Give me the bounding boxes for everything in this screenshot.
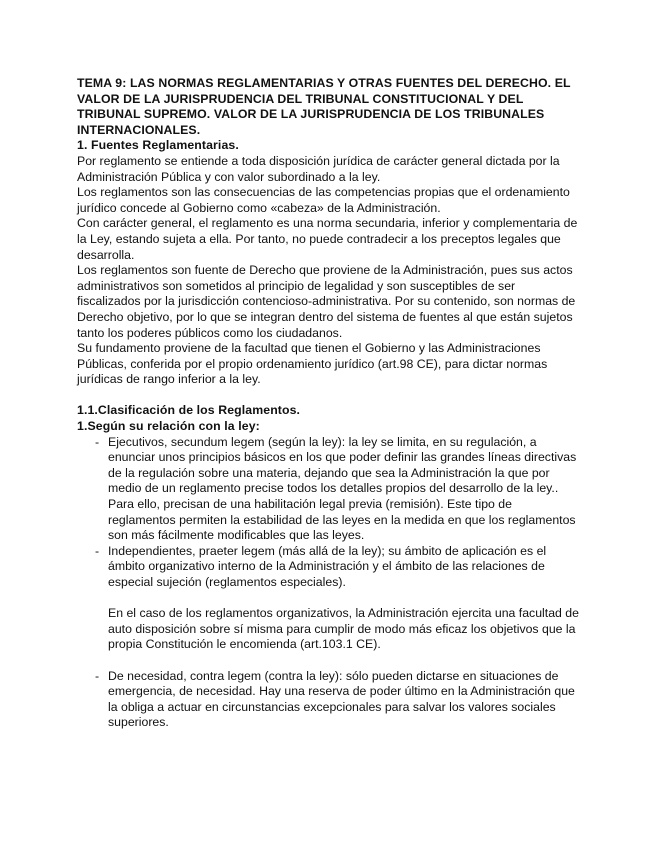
paragraph-definition: Por reglamento se entiende a toda disposición jurídica de carácter general dictada por la Administración Pública y con valor subordinado a la ley. — [77, 153, 560, 184]
subsection-heading-clasificacion: 1.1.Clasificación de los Reglamentos. — [77, 403, 301, 418]
spacer — [77, 653, 582, 669]
paragraph-foundation: Su fundamento proviene de la facultad que tienen el Gobierno y las Administraciones Públicas, conferida por el propio ordenamiento jurídico (art.98 CE), para dictar normas jurídicas de rango inferior a la ley. — [77, 341, 548, 387]
spacer — [77, 591, 582, 607]
document-page — [77, 76, 582, 731]
paragraph-organizativos: En el caso de los reglamentos organizativos, la Administración ejercita una facultad de auto disposición sobre sí misma para cumplir de modo más eficaz los objetivos que la propia Constitución le encomienda (art.103.1 CE). — [108, 606, 579, 652]
spacer — [77, 388, 582, 404]
bullet-dash: - — [95, 668, 100, 683]
classification-list — [77, 435, 582, 591]
paragraph-general-character: Con carácter general, el reglamento es una norma secundaria, inferior y complementaria de la Ley, estando sujeta a ella. Por tanto, no puede contradecir a los preceptos legales que desarrolla. — [77, 216, 578, 262]
list-item-independientes — [77, 544, 582, 591]
document-title: TEMA 9: LAS NORMAS REGLAMENTARIAS Y OTRAS FUENTES DEL DERECHO. EL VALOR DE LA JURISPRUDENCIA DEL TRIBUNAL CONSTITUCIONAL Y DEL TRIBUNAL SUPREMO. VALOR DE LA JURISPRUDENCIA DE LOS TRIBUNALES INTERNACIONALES. — [77, 76, 571, 137]
list-item-ejecutivos — [77, 435, 582, 544]
paragraph-source-of-law: Los reglamentos son fuente de Derecho que proviene de la Administración, pues sus actos administrativos son sometidos al principio de legalidad y son susceptibles de ser fiscalizados por la jurisdicción contencioso-administrativa. Por su contenido, son normas de Derecho objetivo, por lo que se integran dentro del sistema de fuentes al que están sujetos tanto los poderes públicos como los ciudadanos. — [77, 263, 576, 340]
list-item-text: Ejecutivos, secundum legem (según la ley): la ley se limita, en su regulación, a enunciar unos principios básicos en los que poder definir las grandes líneas directivas de la regulación sobre una materia, dejando que sea la Administración la que por medio de un reglamento precise todos los detalles propios del desarrollo de la ley.. Para ello, precisan de una habilitación legal previa (remisión). Este tipo de reglamentos permiten la estabilidad de las leyes en la medida en que los reglamentos son más fácilmente modificables que las leyes. — [108, 434, 577, 543]
list-item-text: De necesidad, contra legem (contra la ley): sólo pueden dictarse en situaciones de emergencia, de necesidad. Hay una reserva de poder último en la Administración que la obliga a actuar en circunstancias excepcionales para salvar los valores sociales superiores. — [108, 668, 575, 730]
paragraph-consequences: Los reglamentos son las consecuencias de las competencias propias que el ordenamiento jurídico concede al Gobierno como «cabeza» de la Administración. — [77, 185, 570, 215]
list-item-text: Independientes, praeter legem (más allá de la ley); su ámbito de aplicación es el ámbito organizativo interno de la Administración y el ámbito de las relaciones de especial sujeción (reglamentos especiales). — [108, 543, 547, 589]
bullet-dash: - — [95, 543, 100, 558]
list-item-necesidad — [77, 669, 582, 731]
bullet-dash: - — [95, 434, 100, 449]
classification-list-continued — [77, 669, 582, 731]
subsubsection-heading-relacion-ley: 1.Según su relación con la ley: — [77, 419, 260, 434]
section-heading-fuentes: 1. Fuentes Reglamentarias. — [77, 138, 239, 153]
